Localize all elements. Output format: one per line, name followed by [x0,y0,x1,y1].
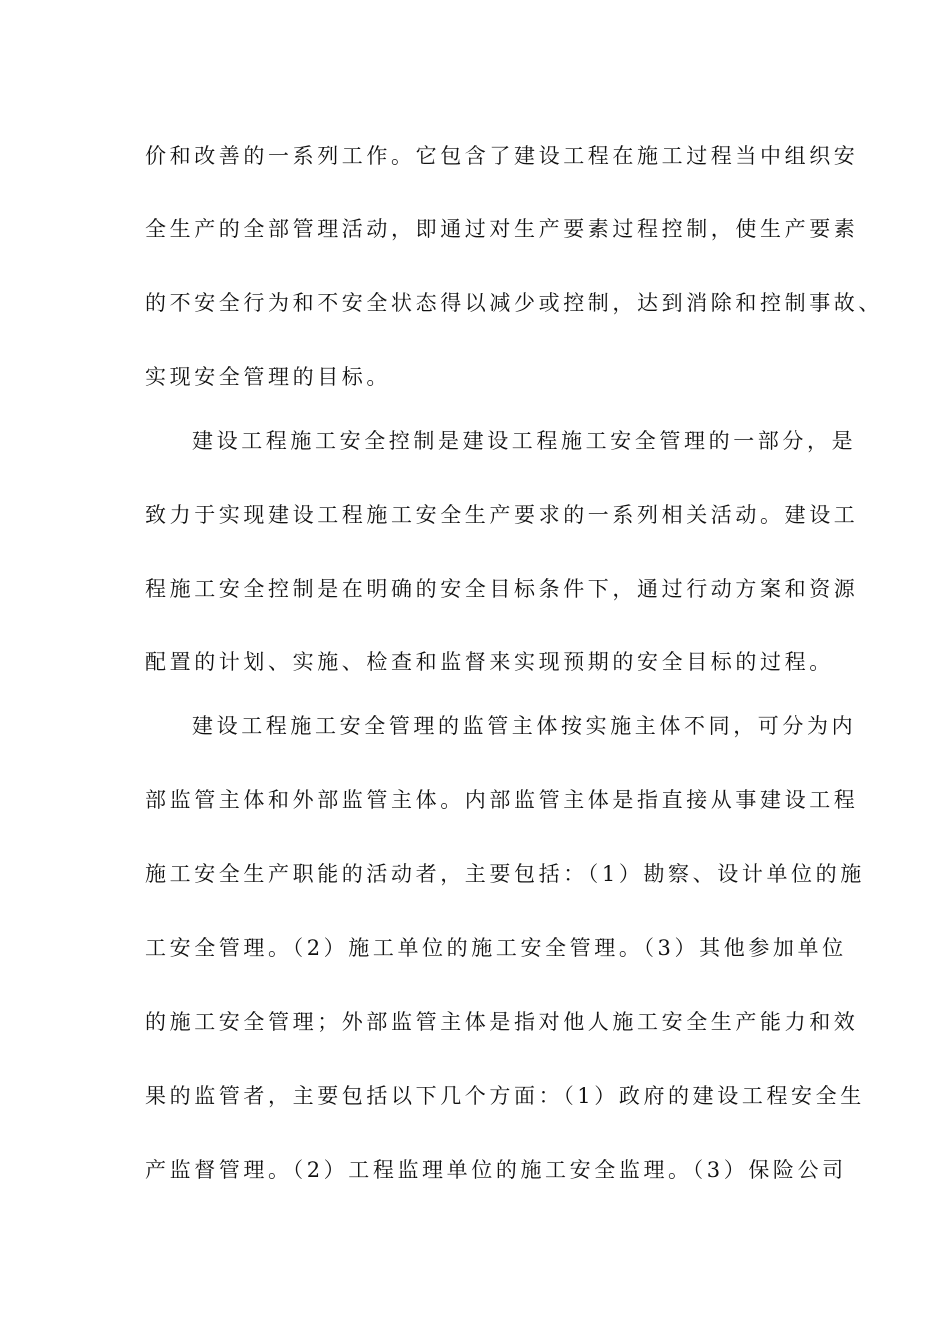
text-line: 价和改善的一系列工作。它包含了建设工程在施工过程当中组织安 [145,144,859,168]
text-line: 全生产的全部管理活动，即通过对生产要素过程控制，使生产要素 [145,217,859,241]
text-line: 施工安全生产职能的活动者，主要包括：（1）勘察、设计单位的施 [145,862,865,886]
text-line: 果的监管者，主要包括以下几个方面：（1）政府的建设工程安全生 [145,1084,865,1108]
text-line: 配置的计划、实施、检查和监督来实现预期的安全目标的过程。 [145,650,834,674]
text-line: 产监督管理。（2）工程监理单位的施工安全监理。（3）保险公司 [145,1158,847,1182]
text-line: 部监管主体和外部监管主体。内部监管主体是指直接从事建设工程 [145,788,859,812]
text-line: 的施工安全管理；外部监管主体是指对他人施工安全生产能力和效 [145,1010,859,1034]
text-line: 的不安全行为和不安全状态得以减少或控制，达到消除和控制事故、 [145,291,883,315]
text-line: 程施工安全控制是在明确的安全目标条件下，通过行动方案和资源 [145,577,859,601]
text-line: 实现安全管理的目标。 [145,365,391,389]
text-line: 工安全管理。（2）施工单位的施工安全管理。（3）其他参加单位 [145,936,847,960]
paragraph-first-line: 建设工程施工安全控制是建设工程施工安全管理的一部分，是 [192,429,857,453]
paragraph-first-line: 建设工程施工安全管理的监管主体按实施主体不同，可分为内 [192,714,857,738]
text-line: 致力于实现建设工程施工安全生产要求的一系列相关活动。建设工 [145,503,859,527]
